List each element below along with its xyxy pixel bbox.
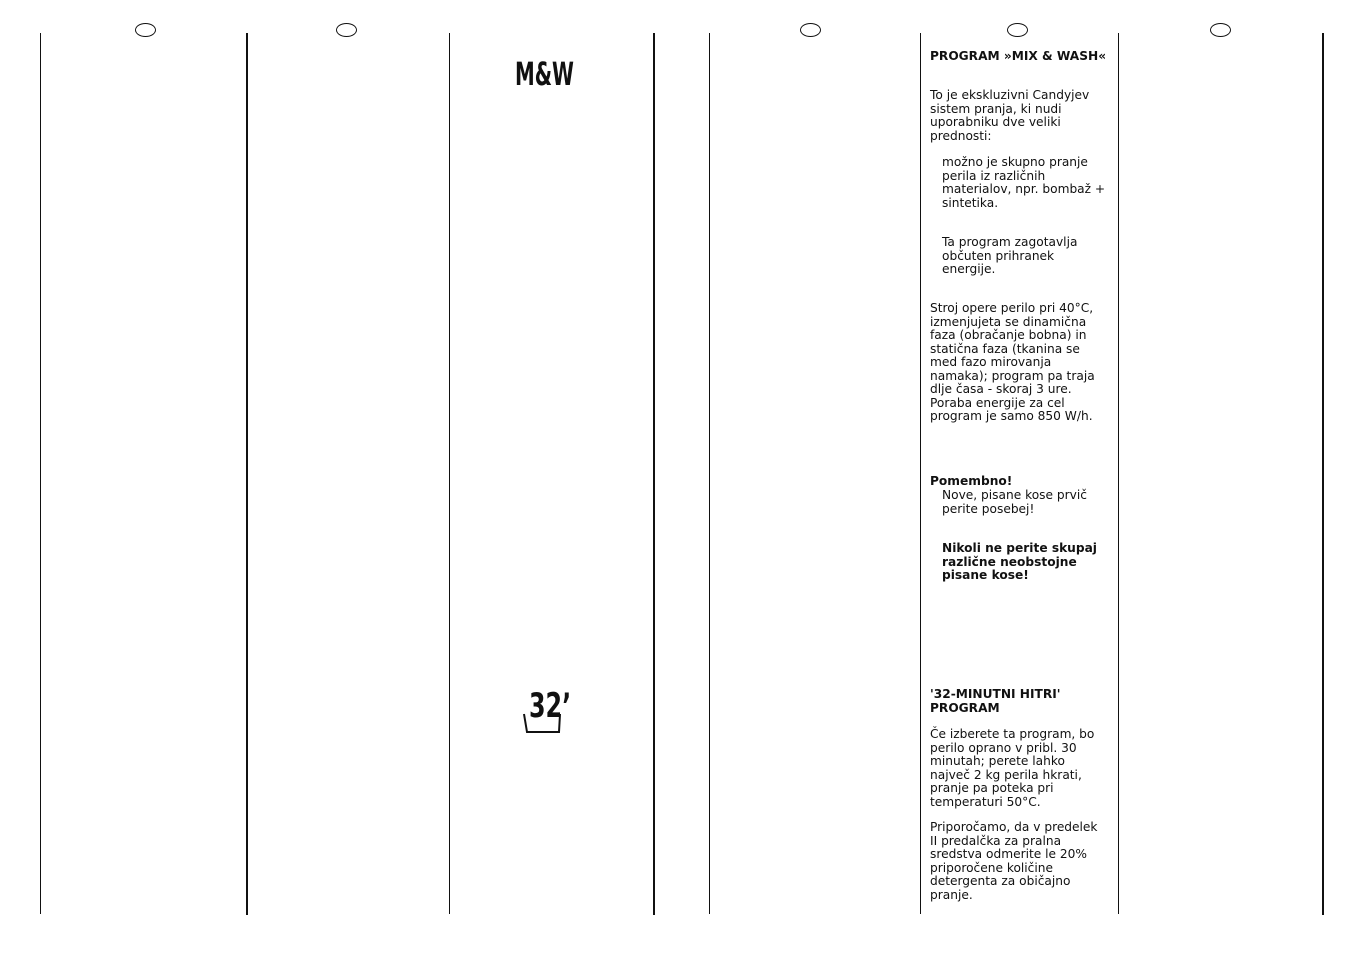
column-divider-7 bbox=[1118, 33, 1119, 914]
column-divider-3 bbox=[449, 33, 450, 914]
mix-wash-logo: M&W bbox=[515, 55, 574, 93]
quick-32-label: 32’ bbox=[529, 686, 572, 726]
language-marker-2 bbox=[336, 23, 357, 37]
column-divider-2 bbox=[246, 33, 248, 915]
detergent-text: Priporočamo, da v predelek II predalčka za pralna sredstva odmerite le 20% priporočene količine detergenta za običajno pranje. bbox=[930, 820, 1098, 902]
important-label: Pomembno! bbox=[930, 474, 1013, 488]
language-marker-4 bbox=[1007, 23, 1028, 37]
column-divider-1 bbox=[40, 33, 41, 914]
important-text: Nove, pisane kose prvič perite posebej! bbox=[942, 488, 1087, 516]
quick-32-title: '32-MINUTNI HITRI' PROGRAM bbox=[930, 687, 1061, 715]
quick-32-text: Če izberete ta program, bo perilo oprano v pribl. 30 minutah; perete lahko največ 2 kg perila hkrati, pranje pa poteka pri temperaturi 50°C. bbox=[930, 727, 1095, 809]
language-marker-1 bbox=[135, 23, 156, 37]
advantage-1: možno je skupno pranje perila iz različnih materialov, npr. bombaž + sintetika. bbox=[942, 155, 1106, 210]
language-marker-3 bbox=[800, 23, 821, 37]
column-divider-6 bbox=[920, 33, 921, 914]
column-divider-4 bbox=[653, 33, 655, 915]
warning-text: Nikoli ne perite skupaj različne neobstojne pisane kose! bbox=[942, 541, 1097, 582]
mix-wash-body: Stroj opere perilo pri 40°C, izmenjujeta se dinamična faza (obračanje bobna) in statična faza (tkanina se med fazo mirovanja namaka); program pa traja dlje časa - skoraj 3 ure. Poraba energije za cel program je samo 850 W/h. bbox=[930, 301, 1095, 423]
advantage-2: Ta program zagotavlja občuten prihranek energije. bbox=[942, 235, 1078, 276]
quick-32-program-icon bbox=[522, 686, 570, 738]
mix-wash-intro: To je ekskluzivni Candyjev sistem pranja, ki nudi uporabniku dve veliki prednosti: bbox=[930, 88, 1090, 143]
column-divider-8 bbox=[1322, 33, 1324, 915]
mix-wash-title: PROGRAM »MIX & WASH« bbox=[930, 49, 1107, 63]
language-marker-5 bbox=[1210, 23, 1231, 37]
column-divider-5 bbox=[709, 33, 710, 914]
